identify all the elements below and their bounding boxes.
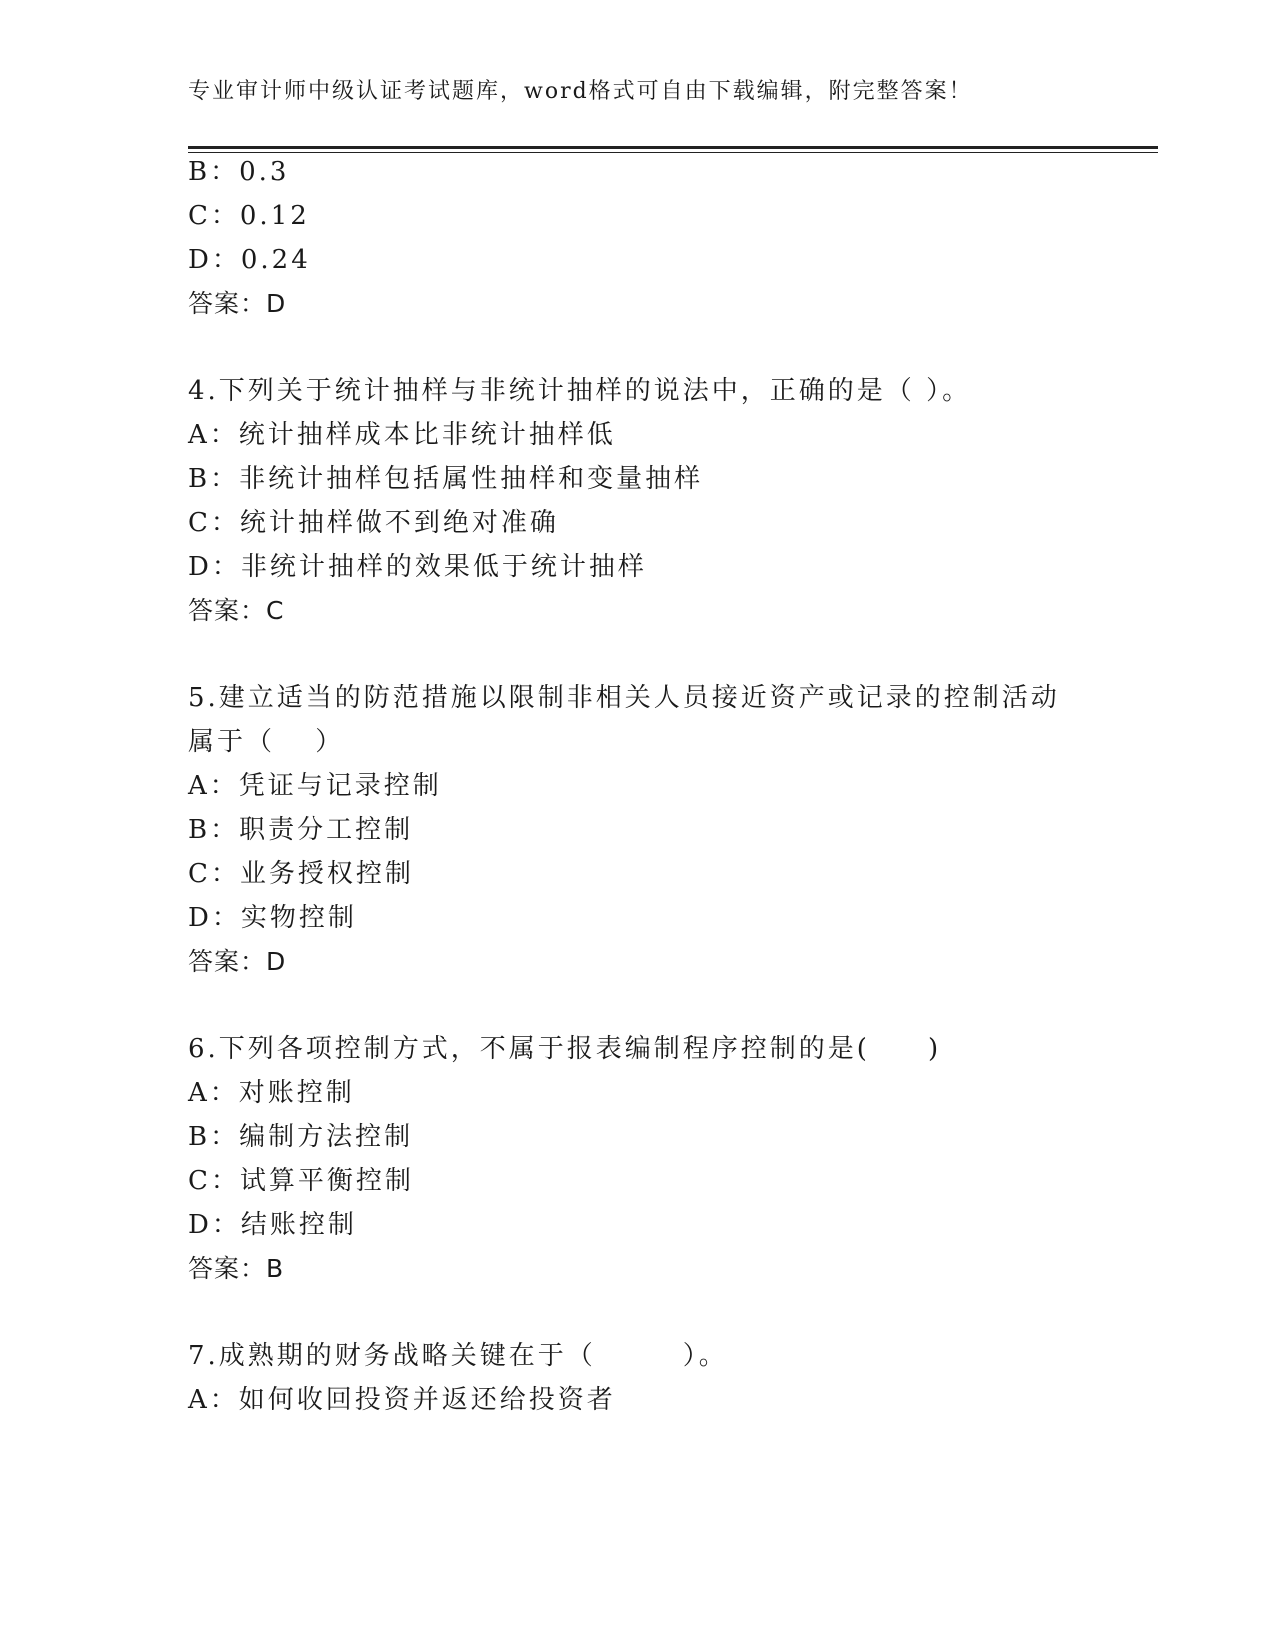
question-5-option-d: D：实物控制	[188, 903, 357, 933]
question-6-option-b: B：编制方法控制	[188, 1122, 414, 1152]
question-6-option-d: D：结账控制	[188, 1210, 357, 1240]
question-5-stem: 5.建立适当的防范措施以限制非相关人员接近资产或记录的控制活动	[188, 683, 1060, 713]
question-4-stem: 4.下列关于统计抽样与非统计抽样的说法中，正确的是（ ）。	[188, 376, 972, 406]
option-c: C：0.12	[188, 201, 310, 231]
question-4-option-c: C：统计抽样做不到绝对准确	[188, 508, 559, 538]
question-6-answer: 答案：B	[188, 1254, 285, 1283]
question-7-option-a: A：如何收回投资并返还给投资者	[188, 1385, 616, 1415]
question-5-option-a: A：凭证与记录控制	[188, 771, 442, 801]
option-b: B：0.3	[188, 157, 290, 187]
question-5-answer: 答案：D	[188, 947, 287, 976]
question-4-option-a: A：统计抽样成本比非统计抽样低	[188, 420, 616, 450]
page-header: 专业审计师中级认证考试题库，word格式可自由下载编辑，附完整答案！	[188, 79, 973, 104]
question-4-option-b: B：非统计抽样包括属性抽样和变量抽样	[188, 464, 704, 494]
header-divider	[188, 146, 1158, 149]
question-6-stem: 6.下列各项控制方式，不属于报表编制程序控制的是( )	[188, 1034, 942, 1064]
question-4-option-d: D：非统计抽样的效果低于统计抽样	[188, 552, 647, 582]
option-d: D：0.24	[188, 245, 311, 275]
question-5-option-b: B：职责分工控制	[188, 815, 414, 845]
question-4-answer: 答案：C	[188, 596, 285, 625]
question-5-option-c: C：业务授权控制	[188, 859, 414, 889]
question-6-option-c: C：试算平衡控制	[188, 1166, 414, 1196]
question-5-stem-continued: 属于（ ）	[188, 727, 345, 757]
header-divider-thin	[188, 152, 1158, 153]
question-7-stem: 7.成熟期的财务战略关键在于（ ）。	[188, 1341, 728, 1371]
question-6-option-a: A：对账控制	[188, 1078, 355, 1108]
answer-line: 答案：D	[188, 289, 287, 318]
